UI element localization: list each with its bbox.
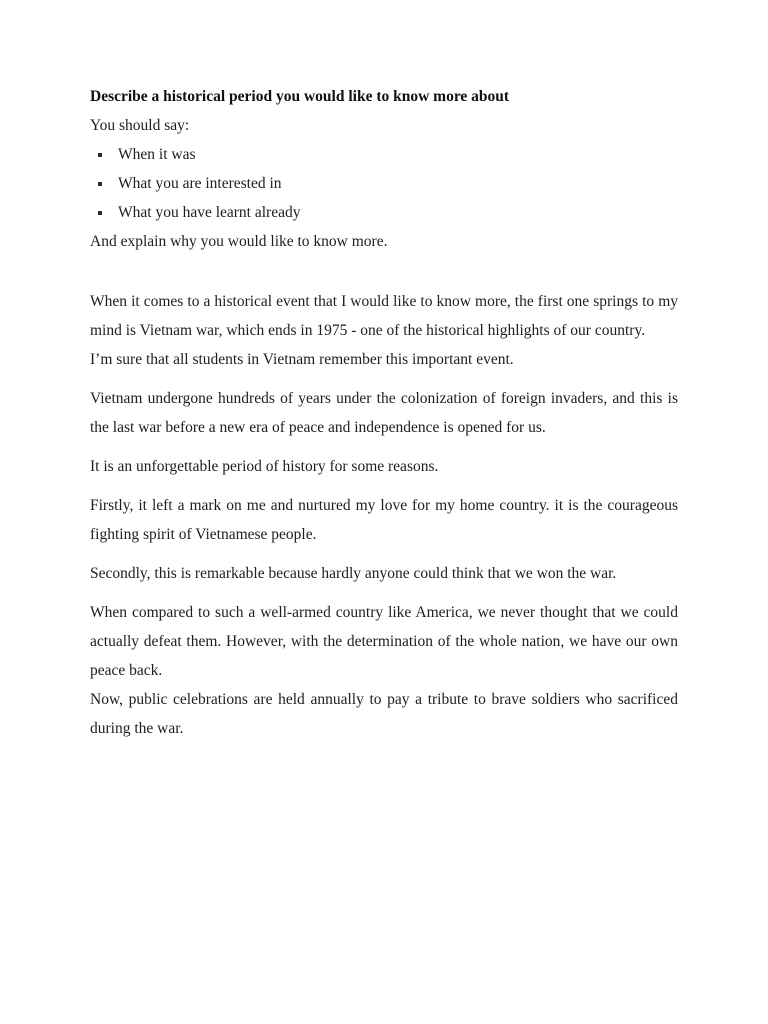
list-item — [90, 198, 678, 227]
list-item — [90, 169, 678, 198]
cue-card — [90, 82, 678, 256]
bullet-label: When it was — [118, 146, 196, 163]
paragraph: Now, public celebrations are held annually to pay a tribute to brave soldiers who sacrificed during the war. — [90, 691, 678, 737]
cue-card-intro: You should say: — [90, 117, 190, 134]
paragraph: Secondly, this is remarkable because hardly anyone could think that we won the war. — [90, 565, 617, 582]
paragraph: When compared to such a well-armed country like America, we never thought that we could actually defeat them. However, with the determination of the whole nation, we have our own peace back. — [90, 604, 678, 679]
bullet-label: What you are interested in — [118, 175, 282, 192]
paragraph: Vietnam undergone hundreds of years under the colonization of foreign invaders, and this is the last war before a new era of peace and independence is opened for us. — [90, 390, 678, 436]
paragraph: When it comes to a historical event that I would like to know more, the first one springs to my mind is Vietnam war, which ends in 1975 - one of the historical highlights of our country. — [90, 293, 678, 339]
bullet-square-icon — [90, 169, 118, 198]
paragraph: I’m sure that all students in Vietnam remember this important event. — [90, 351, 514, 368]
paragraph: It is an unforgettable period of history for some reasons. — [90, 458, 439, 475]
document-content — [90, 82, 678, 753]
paragraph: Firstly, it left a mark on me and nurtured my love for my home country. it is the courageous fighting spirit of Vietnamese people. — [90, 497, 678, 543]
bullet-label: What you have learnt already — [118, 204, 301, 221]
cue-card-title: Describe a historical period you would like to know more about — [90, 88, 510, 105]
bullet-list — [90, 140, 678, 227]
cue-card-outro: And explain why you would like to know more. — [90, 233, 388, 250]
essay-body — [90, 287, 678, 743]
bullet-square-icon — [90, 140, 118, 169]
list-item — [90, 140, 678, 169]
bullet-square-icon — [90, 198, 118, 227]
